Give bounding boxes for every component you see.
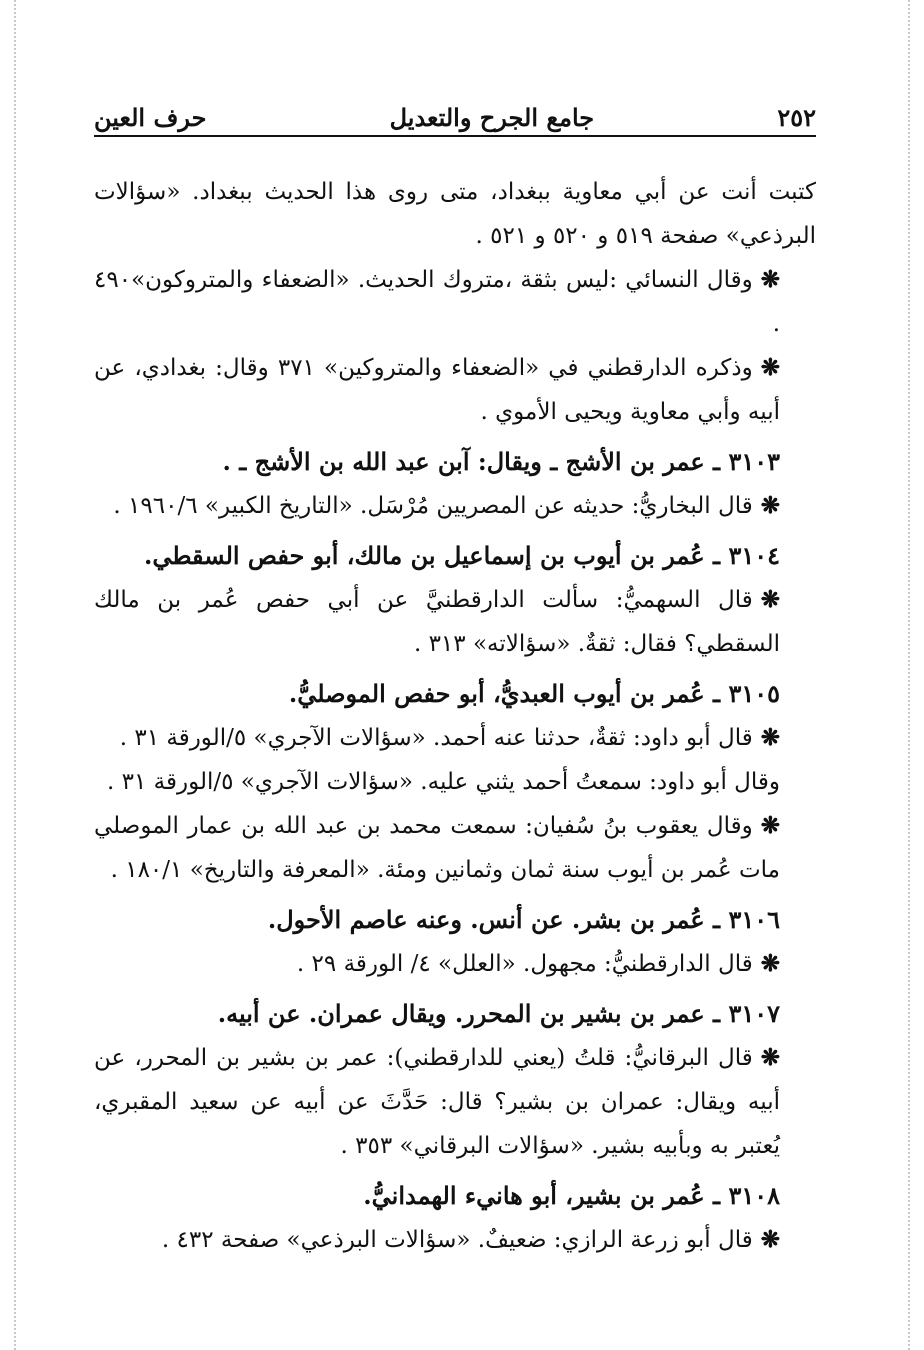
asterism-icon: ❋	[760, 266, 780, 293]
scan-edge-dots	[908, 0, 910, 1350]
paragraph-text: ٣١٠٥ ـ عُمر بن أيوب العبديُّ، أبو حفص الموصليُّ.	[288, 679, 780, 708]
paragraph-text: قال البخاريُّ: حديثه عن المصريين مُرْسَل. «التاريخ الكبير» ١٩٦٠/٦ .	[113, 493, 753, 519]
paragraph-text: ٣١٠٣ ـ عمر بن الأشج ـ ويقال: آبن عبد الله بن الأشج ـ .	[222, 447, 780, 476]
paragraph-text: وقال النسائي :ليس بثقة ،متروك الحديث. «الضعفاء والمتروكون»٤٩٠ .	[94, 267, 780, 337]
paragraph-text: وقال أبو داود: سمعتُ أحمد يثني عليه. «سؤالات الآجري» ٥/الورقة ٣١ .	[107, 769, 780, 795]
asterism-icon: ❋	[760, 1226, 780, 1253]
paragraph	[94, 484, 816, 528]
paragraph	[94, 346, 816, 434]
paragraph-text: ٣١٠٦ ـ عُمر بن بشر. عن أنس. وعنه عاصم الأحول.	[267, 905, 780, 934]
paragraph	[94, 1218, 816, 1262]
paragraph-text: قال السهميُّ: سألت الدارقطنيَّ عن أبي حفص عُمر بن مالك السقطي؟ فقال: ثقةٌ. «سؤالاته» ٣١٣ .	[94, 587, 780, 657]
running-head	[94, 92, 816, 132]
entry-heading	[94, 440, 816, 484]
paragraph	[94, 578, 816, 666]
paragraph	[94, 804, 816, 892]
paragraph-text: ٣١٠٨ ـ عُمر بن بشير، أبو هانيء الهمدانيُّ.	[363, 1181, 780, 1210]
paragraph-text: قال البرقانيُّ: قلتُ (يعني للدارقطني): عمر بن بشير بن المحرر، عن أبيه ويقال: عمران بن بشير؟ قال: حَدَّثَ عن أبيه عن سعيد المقبري، يُعتبر به وبأبيه بشير. «سؤالات البرقاني» ٣٥٣ .	[94, 1045, 781, 1159]
paragraph-text: قال أبو داود: ثقةٌ، حدثنا عنه أحمد. «سؤالات الآجري» ٥/الورقة ٣١ .	[119, 725, 753, 751]
header-rule	[94, 135, 816, 137]
asterism-icon: ❋	[760, 950, 780, 977]
page-number: ٢٥٢	[777, 103, 816, 132]
entry-heading	[94, 898, 816, 942]
paragraph-text: وذكره الدارقطني في «الضعفاء والمتروكين» ٣٧١ وقال: بغدادي، عن أبيه وأبي معاوية ويحيى الأموي .	[94, 355, 780, 425]
scan-edge-dots	[14, 0, 16, 1350]
paragraph	[94, 258, 816, 346]
paragraph	[94, 942, 816, 986]
paragraph	[94, 1036, 816, 1168]
asterism-icon: ❋	[760, 1044, 780, 1071]
page-body	[94, 170, 816, 1262]
paragraph	[94, 716, 816, 760]
asterism-icon: ❋	[760, 354, 780, 381]
asterism-icon: ❋	[760, 812, 780, 839]
paragraph-text: ٣١٠٤ ـ عُمر بن أيوب بن إسماعيل بن مالك، أبو حفص السقطي.	[144, 541, 780, 570]
paragraph-text: وقال يعقوب بنُ سُفيان: سمعت محمد بن عبد الله بن عمار الموصلي مات عُمر بن أيوب سنة ثمان وثمانين ومئة. «المعرفة والتاريخ» ١٨٠/١ .	[94, 813, 780, 883]
paragraph-text: ٣١٠٧ ـ عمر بن بشير بن المحرر. ويقال عمران. عن أبيه.	[217, 999, 780, 1028]
book-title: جامع الجرح والتعديل	[389, 103, 595, 132]
asterism-icon: ❋	[760, 492, 780, 519]
entry-heading	[94, 992, 816, 1036]
paragraph-text: قال الدارقطنيُّ: مجهول. «العلل» ٤/ الورقة ٢٩ .	[296, 951, 753, 977]
paragraph	[94, 760, 816, 804]
entry-heading	[94, 1174, 816, 1218]
paragraph-text: قال أبو زرعة الرازي: ضعيفٌ. «سؤالات البرذعي» صفحة ٤٣٢ .	[161, 1227, 753, 1253]
asterism-icon: ❋	[760, 586, 780, 613]
paragraph-text: كتبت أنت عن أبي معاوية ببغداد، متى روى هذا الحديث ببغداد. «سؤالات البرذعي» صفحة ٥١٩ و ٥٢٠ و ٥٢١ .	[94, 179, 816, 249]
section-title: حرف العين	[94, 103, 207, 132]
asterism-icon: ❋	[760, 724, 780, 751]
entry-heading	[94, 534, 816, 578]
paragraph	[94, 170, 816, 258]
entry-heading	[94, 672, 816, 716]
